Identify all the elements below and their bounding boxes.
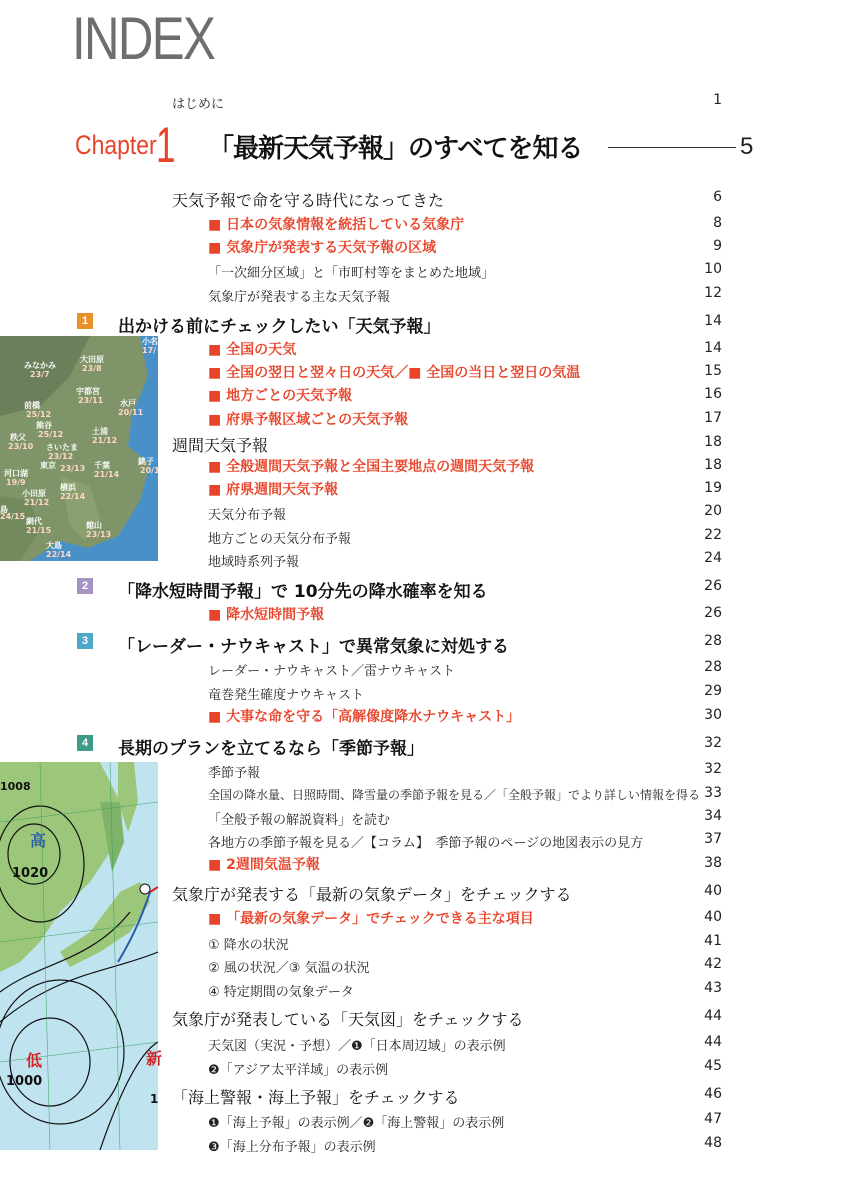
toc-entry[interactable]: [0, 602, 850, 624]
toc-entry-page: 40: [704, 909, 722, 925]
toc-entry[interactable]: [0, 407, 850, 429]
map-label: 秩父: [10, 433, 26, 442]
toc-entry-title: 気象庁が発表する主な天気予報: [208, 290, 391, 305]
section-number-badge: 4: [77, 735, 93, 751]
toc-entry-page: 43: [704, 980, 722, 996]
map-label: 1: [150, 1092, 159, 1106]
toc-entry[interactable]: [0, 500, 850, 522]
toc-entry[interactable]: [0, 547, 850, 569]
map-label: 銚子: [138, 457, 154, 466]
toc-entry[interactable]: [0, 680, 850, 702]
map-label: 水戸: [120, 399, 136, 408]
toc-entry-page: 46: [704, 1086, 722, 1102]
toc-section-heading[interactable]: [0, 732, 850, 759]
bullet-square-icon: ■: [208, 342, 227, 358]
toc-entry-title: [208, 604, 324, 624]
toc-entry-title: 「レーダー・ナウキャスト」で異常気象に対処する: [118, 637, 509, 657]
toc-entry-page: 22: [704, 527, 722, 543]
map-label: さいたま: [46, 443, 78, 452]
toc-section-heading[interactable]: [0, 310, 850, 337]
map-label: 千葉: [94, 461, 110, 470]
map-temp: 17/: [142, 346, 157, 355]
toc-entry-title: 天気図（実況・予想）／❶「日本周辺域」の表示例: [208, 1039, 506, 1054]
toc-entry-page: 38: [704, 855, 722, 871]
toc-entry-intro[interactable]: [0, 90, 850, 112]
map-temp: 24/15: [0, 512, 26, 521]
toc-entry-label: 2週間気温予報: [226, 857, 320, 873]
map-temp: 20/1: [140, 466, 160, 475]
toc-entry-title: 天気予報で命を守る時代になってきた: [172, 191, 445, 210]
map-temp: 23/13: [86, 530, 112, 539]
toc-entry-label: 全国の天気: [226, 342, 297, 358]
bullet-square-icon: ■: [208, 482, 227, 498]
map-temp: 23/13: [60, 464, 86, 473]
toc-entry-title: 各地方の季節予報を見る／【コラム】 季節予報のページの地図表示の見方: [208, 836, 644, 851]
toc-entry-label: 日本の気象情報を統括している気象庁: [226, 217, 465, 233]
toc-entry[interactable]: [0, 431, 850, 453]
toc-entry[interactable]: [0, 337, 850, 359]
toc-entry-page: 33: [704, 785, 722, 801]
toc-entry-page: 34: [704, 808, 722, 824]
toc-entry-title: ④ 特定期間の気象データ: [208, 985, 354, 1000]
toc-entry-title: レーダー・ナウキャスト／雷ナウキャスト: [208, 664, 456, 679]
map-label: 館山: [86, 521, 102, 530]
toc-entry-title: 「一次細分区域」と「市町村等をまとめた地域」: [208, 266, 495, 281]
map-label: 大田原: [80, 355, 104, 364]
toc-entry-title: 「降水短時間予報」で 10分先の降水確率を知る: [118, 582, 488, 602]
toc-entry[interactable]: [0, 704, 850, 726]
toc-entry-title: 天気分布予報: [208, 508, 287, 523]
toc-entry-title: 全国の降水量、日照時間、降雪量の季節予報を見る／「全般予報」でより詳しい情報を得る: [208, 788, 701, 802]
toc-entry-title: [208, 214, 464, 234]
toc-entry-page: 40: [704, 883, 722, 899]
bullet-square-icon: ■: [208, 857, 227, 873]
toc-entry-page: 9: [713, 238, 722, 254]
toc-entry-title: 地域時系列予報: [208, 555, 300, 570]
toc-entry-title: ❶「海上予報」の表示例／❷「海上警報」の表示例: [208, 1116, 505, 1131]
map-label: みなかみ: [24, 361, 56, 370]
toc-entry-title: [208, 339, 296, 359]
map-temp: 19/9: [6, 478, 26, 487]
toc-entry[interactable]: [0, 524, 850, 546]
toc-entry-page: 44: [704, 1034, 722, 1050]
toc-entry[interactable]: [0, 1132, 850, 1154]
toc-entry-page: 24: [704, 550, 722, 566]
toc-entry[interactable]: [0, 852, 850, 874]
toc-entry-page: 12: [704, 285, 722, 301]
bullet-square-icon: ■: [208, 459, 227, 475]
map-label: 横浜: [60, 483, 76, 492]
map-label: 宇都宮: [76, 387, 100, 396]
toc-entry-page: 37: [704, 831, 722, 847]
toc-entry[interactable]: [0, 977, 850, 999]
map-label: 1008: [0, 780, 31, 793]
section-number-badge: 3: [77, 633, 93, 649]
toc-entry-page: 8: [713, 215, 722, 231]
toc-entry-label: 気象庁が発表する天気予報の区域: [226, 240, 437, 256]
toc-entry-title: 「海上警報・海上予報」をチェックする: [172, 1088, 460, 1107]
toc-entry-label: 全国の翌日と翌々日の天気／■ 全国の当日と翌日の気温: [226, 365, 581, 381]
bullet-square-icon: ■: [208, 412, 227, 428]
toc-entry[interactable]: [0, 454, 850, 476]
toc-entry-page: 29: [704, 683, 722, 699]
map-label: 小田原: [22, 489, 46, 498]
toc-entry-page: 26: [704, 578, 722, 594]
map-label: 東京: [40, 461, 56, 470]
map-temp: 23/12: [48, 452, 74, 461]
toc-entry-title: 季節予報: [208, 766, 261, 781]
toc-entry-page: 44: [704, 1008, 722, 1024]
toc-entry[interactable]: [0, 656, 850, 678]
toc-entry[interactable]: [0, 828, 850, 850]
toc-entry[interactable]: [0, 805, 850, 827]
toc-entry-label: 大事な命を守る「高解像度降水ナウキャスト」: [226, 709, 521, 725]
toc-entry[interactable]: [0, 758, 850, 780]
toc-entry[interactable]: [0, 1108, 850, 1130]
map-label: 土浦: [92, 427, 108, 436]
map-temp: 25/12: [38, 430, 64, 439]
toc-entry-label: 府県予報区域ごとの天気予報: [226, 412, 409, 428]
map-label: 島: [0, 505, 8, 514]
toc-entry[interactable]: [0, 880, 850, 902]
toc-entry-page: 20: [704, 503, 722, 519]
chapter-label: Chapter: [75, 130, 157, 160]
map-temp: 21/12: [92, 436, 118, 445]
toc-entry-page: 41: [704, 933, 722, 949]
toc-entry-title: ① 降水の状況: [208, 938, 289, 953]
map-temp: 25/12: [26, 410, 52, 419]
toc-entry-page: 1: [713, 92, 722, 108]
map-temp: 23/10: [8, 442, 34, 451]
map-temp: 20/11: [118, 408, 144, 417]
toc-entry-label: 地方ごとの天気予報: [226, 388, 353, 404]
toc-entry[interactable]: [0, 212, 850, 234]
toc-entry-label: 「最新の気象データ」でチェックできる主な項目: [226, 911, 534, 927]
toc-entry[interactable]: [0, 282, 850, 304]
toc-entry-label: 府県週間天気予報: [226, 482, 339, 498]
map-label: 1020: [12, 866, 49, 881]
toc-entry[interactable]: [0, 235, 850, 257]
map-label: 小名: [142, 337, 158, 346]
toc-entry[interactable]: [0, 1031, 850, 1053]
toc-entry-page: 16: [704, 386, 722, 402]
bullet-square-icon: ■: [208, 240, 227, 256]
toc-entry-page: 6: [713, 189, 722, 205]
map-label: 大島: [46, 541, 62, 550]
toc-entry-title: [208, 854, 320, 874]
toc-entry-title: [208, 237, 436, 257]
bullet-square-icon: ■: [208, 607, 227, 623]
toc-entry-title: [208, 385, 352, 405]
toc-section-heading[interactable]: [0, 575, 850, 602]
toc-entry-title: 気象庁が発表している「天気図」をチェックする: [172, 1010, 524, 1029]
toc-entry-title: [208, 908, 534, 928]
bullet-square-icon: ■: [208, 388, 227, 404]
toc-entry-title: ② 風の状況／③ 気温の状況: [208, 961, 370, 976]
section-number-badge: 2: [77, 578, 93, 594]
toc-entry-label: 降水短時間予報: [226, 607, 325, 623]
map-label: 1000: [6, 1074, 43, 1089]
toc-entry[interactable]: [0, 1005, 850, 1027]
toc-section-heading[interactable]: [0, 630, 850, 657]
toc-entry-page: 15: [704, 363, 722, 379]
map-temp: 22/14: [46, 550, 72, 559]
toc-entry[interactable]: [0, 782, 850, 804]
toc-entry-page: 47: [704, 1111, 722, 1127]
toc-entry-page: 30: [704, 707, 722, 723]
toc-entry-page: 14: [704, 313, 722, 329]
map-temp: 23/8: [82, 364, 102, 373]
bullet-square-icon: ■: [208, 911, 227, 927]
toc-entry[interactable]: [0, 930, 850, 952]
map-temp: 21/14: [94, 470, 120, 479]
map-temp: 21/15: [26, 526, 52, 535]
chapter-title[interactable]: 「最新天気予報」のすべてを知る: [208, 134, 583, 164]
toc-entry-page: 18: [704, 434, 722, 450]
map-temp: 21/12: [24, 498, 50, 507]
toc-entry-page: 10: [704, 261, 722, 277]
toc-entry-title: ❸「海上分布予報」の表示例: [208, 1140, 376, 1155]
toc-entry-page: 26: [704, 605, 722, 621]
chapter-number: 1: [156, 117, 176, 173]
toc-entry[interactable]: [0, 953, 850, 975]
section-number-badge: 1: [77, 313, 93, 329]
map-label: 高: [30, 831, 47, 850]
toc-entry-title: [208, 706, 520, 726]
toc-entry-page: 42: [704, 956, 722, 972]
map-temp: 23/7: [30, 370, 50, 379]
map-label: 低: [26, 1051, 43, 1070]
toc-entry[interactable]: [0, 258, 850, 280]
toc-entry-title: 長期のプランを立てるなら「季節予報」: [118, 739, 424, 759]
toc-entry-page: 19: [704, 480, 722, 496]
toc-entry-page: 28: [704, 659, 722, 675]
map-temp: 23/11: [78, 396, 104, 405]
toc-entry-label: 全般週間天気予報と全国主要地点の週間天気予報: [226, 459, 535, 475]
toc-entry-title: 「全般予報の解説資料」を読む: [208, 813, 391, 828]
toc-entry[interactable]: [0, 477, 850, 499]
toc-entry-title: ❷「アジア太平洋域」の表示例: [208, 1063, 389, 1078]
toc-entry[interactable]: [0, 1083, 850, 1105]
toc-entry-title: [208, 456, 534, 476]
chapter-leader-line: [608, 147, 736, 148]
toc-entry-page: 48: [704, 1135, 722, 1151]
bullet-square-icon: ■: [208, 217, 227, 233]
toc-entry-title: 週間天気予報: [172, 436, 269, 455]
toc-entry-page: 18: [704, 457, 722, 473]
toc-entry[interactable]: [0, 383, 850, 405]
map-label: 新: [146, 1049, 163, 1068]
toc-entry-title: 出かける前にチェックしたい「天気予報」: [118, 317, 441, 337]
toc-entry-title: はじめに: [172, 97, 225, 112]
toc-entry-page: 32: [704, 761, 722, 777]
toc-entry-title: [208, 362, 580, 382]
toc-entry-title: [208, 409, 408, 429]
toc-entry[interactable]: [0, 1055, 850, 1077]
toc-entry-page: 17: [704, 410, 722, 426]
toc-entry-title: 竜巻発生確度ナウキャスト: [208, 688, 365, 703]
map-label: 前橋: [24, 401, 40, 410]
toc-entry[interactable]: [0, 906, 850, 928]
toc-entry-page: 32: [704, 735, 722, 751]
bullet-square-icon: ■: [208, 709, 227, 725]
map-temp: 22/14: [60, 492, 86, 501]
map-label: 河口湖: [4, 469, 28, 478]
bullet-square-icon: ■: [208, 365, 227, 381]
toc-entry[interactable]: [0, 360, 850, 382]
toc-entry-page: 45: [704, 1058, 722, 1074]
toc-entry-title: 気象庁が発表する「最新の気象データ」をチェックする: [172, 885, 572, 904]
toc-entry-page: 28: [704, 633, 722, 649]
toc-entry-title: [208, 479, 338, 499]
toc-entry-title: 地方ごとの天気分布予報: [208, 532, 352, 547]
toc-entry-page: 14: [704, 340, 722, 356]
index-title: INDEX: [72, 5, 215, 72]
map-label: 網代: [26, 517, 42, 526]
map-label: 熊谷: [36, 421, 52, 430]
toc-entry[interactable]: [0, 186, 850, 208]
chapter-page: 5: [740, 133, 754, 160]
